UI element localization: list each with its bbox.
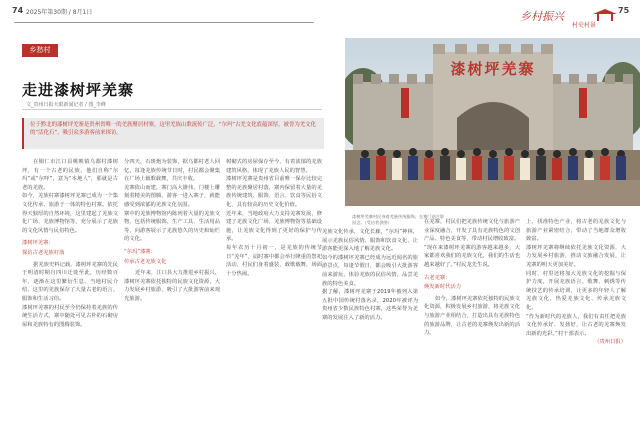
- section-tag: 乡愁村: [22, 44, 58, 57]
- article-title: 走进漆树坪羌寨: [22, 81, 135, 99]
- brand-title: 乡村振兴: [520, 10, 564, 23]
- col5-body-2: 如今，漆树坪羌寨依托独特的民族文化资源，积极发展乡村旅游，将羌族文化与旅游产业相结合，打造出具有羌族特色的旅游品牌，让古老的羌寨焕发出新的活力。: [424, 295, 520, 337]
- col4-body: 羌族文化传承，文化长廊，“尔玛”神林，展示羌族民俗风情、服饰和饮食文化，让游客能更深入地了解羌族文化。 如今的漆树坪羌寨已经成为远近闻名的旅游景点，每逢节假日，都会吸引大批游客前来游玩，体验羌族的民俗风情，品尝羌族的特色美食。 据了解，漆树坪羌寨于2019年被列入第五批中国传统村落名录，2020年被评为贵州省少数民族特色村寨，这些荣誉为羌寨的发展注入了新的活力。: [322, 229, 418, 321]
- village-gate-photo: [345, 38, 640, 206]
- text-column-2: [124, 158, 220, 304]
- gate-sign: 漆树坪羌寨: [450, 60, 536, 78]
- col1-subheading-2: 探访古老羌族村落: [22, 249, 65, 256]
- col2-subheading-1: “尔玛”漆寨：: [124, 248, 156, 255]
- pavilion-icon: [592, 8, 618, 22]
- text-column-3: [226, 158, 322, 278]
- col5-subheading-2: 焕发新时代活力: [424, 284, 462, 291]
- col5-body: 在羌寨，村民们把羌族传统文化与旅游产业深度融合，开发了具有羌族特色的文创产品、特色美食等，带动村民增收致富。 “现在来漆树坪羌寨的游客越来越多，大家都喜欢我们的羌族文化，我们的生活也越来越好了。”村民龙先生说。: [424, 219, 520, 268]
- byline: 文_贵州日报天眼新闻记者 / 图_李峰: [26, 102, 106, 108]
- col1-body: 在铜仁市江口县桃映镇乌都村漆树坪，有一个古老的民族，他们自称“尔玛”或“尔咩”，意为“本地人”，那就是古老的羌族。 如今，羌族村寨漆树坪羌寨已成为一个集文化传承、旅游于一体的特色村寨。依托得天独厚的自然环境，这里建起了羌族文化广场、羌族博物馆等，充分展示了羌族的文化风情与民俗特色。: [22, 159, 118, 234]
- page-number-left: 74: [12, 6, 24, 15]
- byline-divider: [22, 109, 322, 110]
- brand-subtitle: 村史村景: [572, 22, 597, 29]
- lead-text: 位于黔北的漆树坪羌寨是贵州省唯一的羌族聚居村寨，这里羌族山歌流传广泛，“尔玛”古羌文化底蕴深厚，被誉为羌文化的“活化石”，吸引众多游客前来探访。: [30, 122, 316, 136]
- col2-body: 分四天，石斑炮为装饰，据乌都村老人回忆，每逢羌族传统节日时，村民都会聚集在广场上载歌载舞，共庆丰收。 羌寨依山而建，寨门高大雄伟，门楼上雕刻着精美的图腾，游客一进入寨子，就能感受到浓郁的羌族文化氛围。 寨中的羌族博物馆内陈列着大量的羌族文物，包括传统服饰、生产工具、生活用品等，向游客展示了羌族悠久的历史和灿烂的文化。: [124, 159, 220, 243]
- photo-caption: 漆树坪羌寨村民身着羌族传统服饰，在寨门前合影留念。（受访者供图）: [352, 214, 445, 226]
- col6-body: 上，找准特色产业，将古老的羌族文化与旅游产业紧密结合，带动了当地群众增收致富。 漆树坪羌寨将继续依托羌族文化资源，大力发展乡村旅游，推动文旅融合发展，让羌寨的明天更加美好。 同时，村里还将加大羌族文化的挖掘与保护力度，开展羌族语言、歌舞、刺绣等传统技艺的传承培训，让更多的年轻人了解羌族文化、热爱羌族文化、传承羌族文化。 “作为新时代的羌族人，我们有责任把羌族文化传承好、发扬好，让古老的羌寨焕发出新的光彩。”村干部表示。: [526, 219, 626, 337]
- text-column-5: [424, 218, 520, 338]
- lead-box: [22, 118, 324, 149]
- column-brand-logo: [520, 8, 620, 32]
- article-source: （贵州日报）: [594, 339, 626, 346]
- col3-body: 树砌式的房屋保存至今，有着浓郁的羌族建筑风格，体现了羌族人民的智慧。 漆树坪羌寨是贵州省目前唯一保存比较完整的羌族聚居村落，寨内保留着大量的羌族传统建筑、服饰、语言、饮食等民俗文化，具有较高的历史文化价值。 近年来，当地政府大力支持羌寨发展，修建了羌族文化广场、羌族博物馆等基础设施，让羌族文化得到了更好的保护与传承。 每年农历十月初一，是羌族的传统节日“羌年”，届时寨中都会举行隆重的祭祀活动，村民们身着盛装，载歌载舞，场面十分热闹。: [226, 159, 322, 277]
- text-column-1: [22, 158, 118, 329]
- issue-info: 2025年第30期 / 8月1日: [26, 9, 93, 16]
- col2-body-2: 近年来，江口县大力推进乡村振兴，漆树坪羌寨依托独特的民族文化资源，大力发展乡村旅游，吸引了大批游客前来观光旅游。: [124, 270, 220, 302]
- page-number-right: 75: [618, 6, 630, 15]
- col1-body-2: 据羌族史料记载，漆树坪羌寨的先民于明清时期自四川迁徙至此，历经数百年，逐渐在这里繁衍生息。当地村民介绍，这里的羌族保存了大量古老的语言、服饰和生活习俗。 漆树坪羌寨的村民至今仍保持着羌族的传统生活方式，寨中随处可见古朴的石砌房屋和羌族特有的图腾装饰。: [22, 261, 118, 328]
- text-column-6: [526, 218, 626, 347]
- col5-subheading-1: 古老羌寨：: [424, 274, 451, 281]
- col1-subheading-1: 漆树坪羌寨：: [22, 240, 54, 247]
- header-rule: [14, 22, 314, 23]
- col2-subheading-2: 传承古老羌族文化: [124, 258, 167, 265]
- text-column-4: [322, 228, 418, 323]
